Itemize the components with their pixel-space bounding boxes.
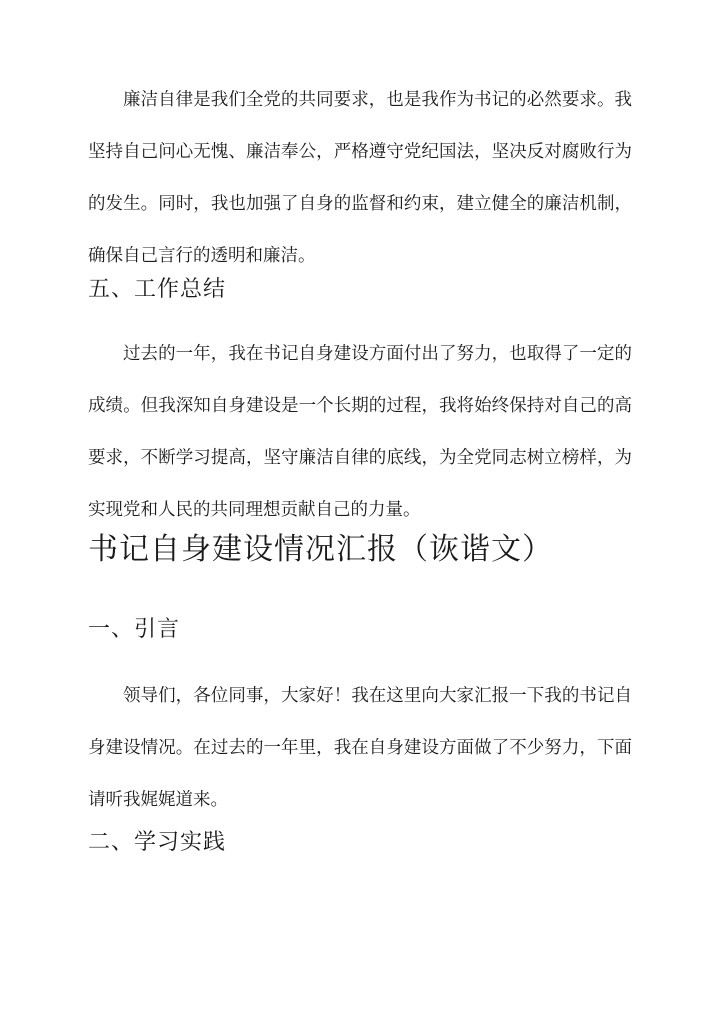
intro-paragraph: 领导们，各位同事，大家好！我在这里向大家汇报一下我的书记自身建设情况。在过去的一年里，我在自身建设方面做了不少努力，下面请听我娓娓道来。 — [88, 686, 632, 810]
summary-heading: 五、工作总结 — [88, 277, 227, 302]
article-title: 书记自身建设情况汇报（诙谐文） — [88, 532, 553, 567]
integrity-paragraph: 廉洁自律是我们全党的共同要求，也是我作为书记的必然要求。我坚持自己问心无愧、廉洁奉公，严格遵守党纪国法，坚决反对腐败行为的发生。同时，我也加强了自身的监督和约束，建立健全的廉洁机制，确保自己言行的透明和廉洁。 — [88, 90, 632, 266]
study-heading: 二、学习实践 — [88, 830, 227, 855]
summary-paragraph: 过去的一年，我在书记自身建设方面付出了努力，也取得了一定的成绩。但我深知自身建设是一个长期的过程，我将始终保持对自己的高要求，不断学习提高，坚守廉洁自律的底线，为全党同志树立榜样，为实现党和人民的共同理想贡献自己的力量。 — [88, 344, 632, 520]
intro-heading: 一、引言 — [88, 617, 181, 642]
